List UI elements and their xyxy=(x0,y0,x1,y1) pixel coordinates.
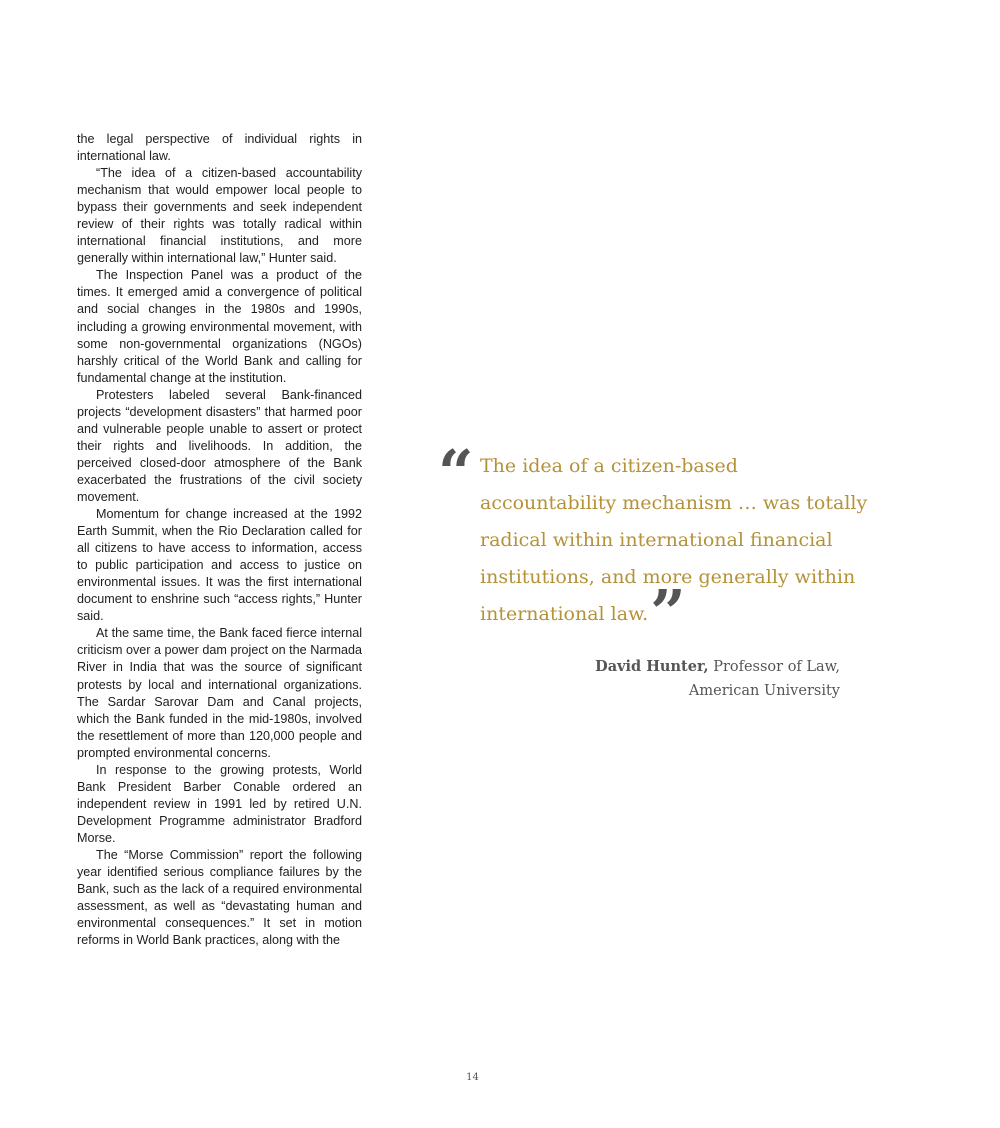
pull-quote-text xyxy=(480,448,868,649)
body-text-column xyxy=(77,131,362,949)
author-name: David Hunter, xyxy=(595,658,709,675)
open-quote-icon: “ xyxy=(438,436,474,509)
author-affiliation: American University xyxy=(688,683,840,699)
body-paragraph: The “Morse Commission” report the following year identified serious compliance failures by the Bank, such as the lack of a required environmental assessment, as well as “devastating human and environmental consequences.” It set in motion reforms in World Bank practices, along with the xyxy=(77,847,362,948)
body-paragraph: At the same time, the Bank faced fierce internal criticism over a power dam project on the Narmada River in India that was the source of significant protests by local and international organizations. The Sardar Sarovar Dam and Canal projects, which the Bank funded in the mid-1980s, involved the resettlement of more than 120,000 people and prompted environmental concerns. xyxy=(77,626,362,760)
body-paragraph: Momentum for change increased at the 1992 Earth Summit, when the Rio Declaration called for all citizens to have access to information, access to public participation and access to justice on environmental issues. It was the first international document to enshrine such “access rights,” Hunter said. xyxy=(77,507,362,624)
pull-quote xyxy=(438,436,868,649)
author-title: Professor of Law, xyxy=(713,659,840,675)
attribution-line-1 xyxy=(500,655,840,679)
pull-quote-body: The idea of a citizen-based accountability mechanism … was totally radical within international financial institutions, and more generally within international law. xyxy=(480,455,868,625)
quote-attribution xyxy=(500,655,840,703)
page-number: 14 xyxy=(466,1072,479,1083)
body-paragraph: The Inspection Panel was a product of the times. It emerged amid a convergence of political and social changes in the 1980s and 1990s, including a growing environmental movement, with some non-governmental organizations (NGOs) harshly critical of the World Bank and calling for fundamental change at the institution. xyxy=(77,268,362,385)
body-paragraph: “The idea of a citizen-based accountability mechanism that would empower local people to bypass their governments and seek independent review of their rights was totally radical within international financial institutions, and more generally within international law,” Hunter said. xyxy=(77,166,362,266)
body-paragraph: Protesters labeled several Bank-financed projects “development disasters” that harmed poor and vulnerable people unable to assert or protect their rights and livelihoods. In addition, the perceived closed-door atmosphere of the Bank exacerbated the frustrations of the civil society movement. xyxy=(77,387,362,504)
body-paragraph: the legal perspective of individual rights in international law. xyxy=(77,132,362,164)
body-paragraph: In response to the growing protests, World Bank President Barber Conable ordered an independent review in 1991 led by retired U.N. Development Programme administrator Bradford Morse. xyxy=(77,762,362,845)
close-quote-icon: ” xyxy=(650,576,686,649)
